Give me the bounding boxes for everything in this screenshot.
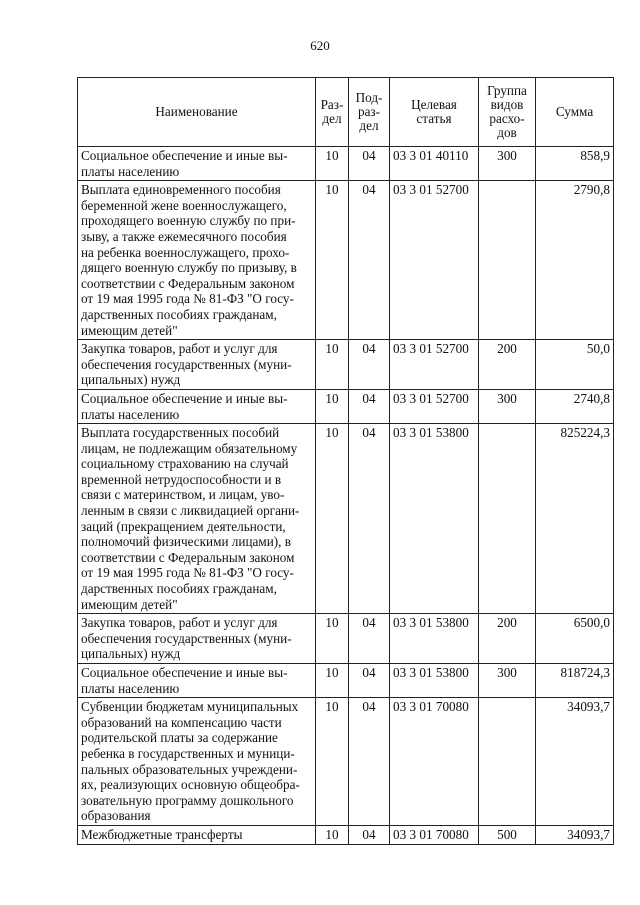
cell-group: 300 [479, 389, 536, 423]
cell-target: 03 3 01 53800 [390, 424, 479, 614]
cell-subsection: 04 [349, 698, 390, 826]
cell-sum: 818724,3 [536, 664, 614, 698]
cell-target: 03 3 01 52700 [390, 389, 479, 423]
cell-group: 300 [479, 664, 536, 698]
cell-section: 10 [316, 614, 349, 664]
table-row [78, 147, 614, 181]
cell-sum: 34093,7 [536, 825, 614, 844]
table-row [78, 614, 614, 664]
header-section: Раз- дел [316, 78, 349, 147]
cell-name: Субвенции бюджетам муниципальных образований на компенсацию части родительской платы за содержание ребенка в государственных и муници- пальных образовательных учреждени- ях, реализующих основную общеобра- зовательную программу дошкольного образования [78, 698, 316, 826]
cell-group: 200 [479, 340, 536, 390]
cell-target: 03 3 01 70080 [390, 825, 479, 844]
cell-section: 10 [316, 389, 349, 423]
cell-sum: 50,0 [536, 340, 614, 390]
cell-sum: 858,9 [536, 147, 614, 181]
cell-sum: 2740,8 [536, 389, 614, 423]
cell-name: Выплата государственных пособий лицам, не подлежащим обязательному социальному страхованию на случай временной нетрудоспособности и в связи с материнством, и лицам, уво- ленным в связи с ликвидацией органи- заций (прекращением деятельности, полномочий физическими лицами), в соответствии с Федеральным законом от 19 мая 1995 года № 81-ФЗ "О госу- дарственных пособиях гражданам, имеющим детей" [78, 424, 316, 614]
budget-table [77, 77, 614, 845]
cell-subsection: 04 [349, 825, 390, 844]
table-row [78, 389, 614, 423]
header-name: Наименование [78, 78, 316, 147]
cell-target: 03 3 01 52700 [390, 340, 479, 390]
cell-subsection: 04 [349, 181, 390, 340]
cell-sum: 2790,8 [536, 181, 614, 340]
header-group: Группа видов расхо- дов [479, 78, 536, 147]
cell-section: 10 [316, 424, 349, 614]
cell-name: Закупка товаров, работ и услуг для обеспечения государственных (муни- ципальных) нужд [78, 614, 316, 664]
cell-subsection: 04 [349, 424, 390, 614]
cell-group [479, 424, 536, 614]
cell-name: Выплата единовременного пособия беременной жене военнослужащего, проходящего военную службу по при- зыву, а также ежемесячного пособия на ребенка военнослужащего, прохо- дящего военную службу по призыву, в соответствии с Федеральным законом от 19 мая 1995 года № 81-ФЗ "О госу- дарственных пособиях гражданам, имеющим детей" [78, 181, 316, 340]
cell-target: 03 3 01 53800 [390, 614, 479, 664]
cell-sum: 34093,7 [536, 698, 614, 826]
cell-group: 300 [479, 147, 536, 181]
header-target: Целевая статья [390, 78, 479, 147]
cell-section: 10 [316, 825, 349, 844]
table-row [78, 181, 614, 340]
cell-group: 500 [479, 825, 536, 844]
cell-target: 03 3 01 53800 [390, 664, 479, 698]
cell-target: 03 3 01 40110 [390, 147, 479, 181]
cell-target: 03 3 01 52700 [390, 181, 479, 340]
cell-section: 10 [316, 340, 349, 390]
cell-name: Социальное обеспечение и иные вы- платы населению [78, 389, 316, 423]
cell-group [479, 698, 536, 826]
cell-section: 10 [316, 664, 349, 698]
cell-target: 03 3 01 70080 [390, 698, 479, 826]
cell-subsection: 04 [349, 614, 390, 664]
header-subsection: Под- раз- дел [349, 78, 390, 147]
cell-section: 10 [316, 698, 349, 826]
cell-name: Межбюджетные трансферты [78, 825, 316, 844]
cell-subsection: 04 [349, 389, 390, 423]
cell-name: Закупка товаров, работ и услуг для обеспечения государственных (муни- ципальных) нужд [78, 340, 316, 390]
table-body [78, 147, 614, 845]
table-row [78, 698, 614, 826]
cell-subsection: 04 [349, 147, 390, 181]
cell-sum: 825224,3 [536, 424, 614, 614]
table-row [78, 424, 614, 614]
cell-section: 10 [316, 147, 349, 181]
cell-group: 200 [479, 614, 536, 664]
cell-section: 10 [316, 181, 349, 340]
cell-subsection: 04 [349, 340, 390, 390]
cell-sum: 6500,0 [536, 614, 614, 664]
table-row [78, 664, 614, 698]
header-sum: Сумма [536, 78, 614, 147]
cell-group [479, 181, 536, 340]
table-row [78, 340, 614, 390]
page-number: 620 [310, 38, 330, 53]
table-header [78, 78, 614, 147]
cell-name: Социальное обеспечение и иные вы- платы населению [78, 147, 316, 181]
cell-subsection: 04 [349, 664, 390, 698]
table-row [78, 825, 614, 844]
cell-name: Социальное обеспечение и иные вы- платы населению [78, 664, 316, 698]
